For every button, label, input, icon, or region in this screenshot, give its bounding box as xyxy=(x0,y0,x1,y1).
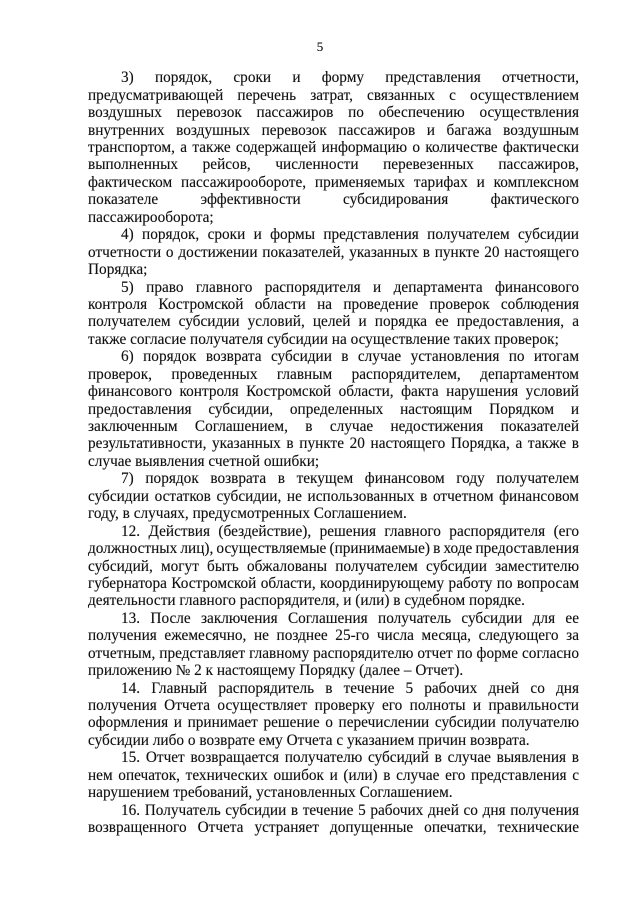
paragraph xyxy=(88,749,579,801)
text-line xyxy=(88,191,579,208)
text-line xyxy=(88,470,579,487)
text-line-content: губернатора Костромской области, координирующему работу по вопросам xyxy=(88,574,579,592)
text-line-content: финансового контроля Костромской области, факта нарушения условий xyxy=(88,383,579,401)
text-line-content: 14. Главный распорядитель в течение 5 рабочих дней со дня xyxy=(121,679,579,697)
text-line xyxy=(88,209,579,226)
document-body xyxy=(88,69,579,836)
text-line xyxy=(88,174,579,191)
text-line xyxy=(88,767,579,784)
paragraph xyxy=(88,69,579,226)
text-line xyxy=(88,348,579,365)
text-line-content: предусматривающей перечень затрат, связанных с осуществлением xyxy=(88,86,579,104)
text-line-content: получения ежемесячно, не позднее 25-го числа месяца, следующего за xyxy=(88,627,579,645)
text-line-content: 13. После заключения Соглашения получатель субсидии для ее xyxy=(121,609,579,627)
text-line-content: субсидий, могут быть обжалованы получателем субсидии заместителю xyxy=(88,557,579,575)
text-line-content: году, в случаях, предусмотренных Соглашением. xyxy=(88,505,407,523)
text-line-content: контроля Костромской области на проведение проверок соблюдения xyxy=(88,295,579,313)
text-line-content: нарушением требований, установленных Соглашением. xyxy=(88,784,453,802)
text-line xyxy=(88,453,579,470)
paragraph xyxy=(88,523,579,610)
text-line-content: внутренних воздушных перевозок пассажиров и багажа воздушным xyxy=(88,121,579,139)
text-line-content: деятельности главного распорядителя, и (или) в судебном порядке. xyxy=(88,592,525,610)
text-line xyxy=(88,331,579,348)
text-line-content: отчетности о достижении показателей, указанных в пункте 20 настоящего xyxy=(88,243,579,261)
paragraph xyxy=(88,680,579,750)
text-line xyxy=(88,732,579,749)
page-number: 5 xyxy=(316,39,324,54)
text-line-content: случае выявления счетной ошибки; xyxy=(88,452,320,470)
paragraph xyxy=(88,610,579,680)
text-line-content: 7) порядок возврата в текущем финансовом году получателем xyxy=(121,470,579,488)
text-line xyxy=(88,662,579,679)
paragraph xyxy=(88,348,579,470)
text-line-content: субсидии либо о возврате ему Отчета с указанием причин возврата. xyxy=(88,731,530,749)
text-line xyxy=(88,627,579,644)
text-line-content: 4) порядок, сроки и формы представления получателем субсидии xyxy=(121,226,579,244)
text-line-content: 5) право главного распорядителя и департамента финансового xyxy=(121,278,579,296)
text-line xyxy=(88,505,579,522)
text-line-content: 3) порядок, сроки и форму представления отчетности, xyxy=(121,69,579,87)
text-line xyxy=(88,244,579,261)
text-line xyxy=(88,784,579,801)
text-line xyxy=(88,645,579,662)
text-line xyxy=(88,819,579,836)
text-line xyxy=(88,558,579,575)
text-line xyxy=(88,366,579,383)
text-line-content: возвращенного Отчета устраняет допущенные опечатки, технические xyxy=(88,819,579,837)
text-line-content: Порядка; xyxy=(88,261,148,279)
text-line-content: нем опечаток, технических ошибок и (или) в случае его представления с xyxy=(88,766,579,784)
text-line xyxy=(88,575,579,592)
text-line-content: проверок, проведенных главным распорядителем, департаментом xyxy=(88,365,579,383)
paragraph xyxy=(88,802,579,837)
text-line xyxy=(88,401,579,418)
text-line xyxy=(88,523,579,540)
text-line-content: фактическом пассажирообороте, применяемых тарифах и комплексном xyxy=(88,173,579,191)
paragraph xyxy=(88,470,579,522)
text-line xyxy=(88,104,579,121)
text-line xyxy=(88,714,579,731)
text-line-content: воздушных перевозок пассажиров по обеспечению осуществления xyxy=(88,104,579,122)
text-line-content: заключенным Соглашением, в случае недостижения показателей xyxy=(88,418,579,436)
text-line xyxy=(88,488,579,505)
text-line-content: также согласие получателя субсидии на осуществление таких проверок; xyxy=(88,330,559,348)
text-line xyxy=(88,313,579,330)
text-line-content: 6) порядок возврата субсидии в случае установления по итогам xyxy=(121,348,579,366)
text-line xyxy=(88,139,579,156)
text-line xyxy=(88,87,579,104)
text-line-content: отчетным, представляет главному распорядителю отчет по форме согласно xyxy=(88,644,579,662)
text-line xyxy=(88,383,579,400)
paragraph xyxy=(88,226,579,278)
text-line-content: получателем субсидии условий, целей и порядка ее предоставления, а xyxy=(88,313,579,331)
text-line-content: 15. Отчет возвращается получателю субсидий в случае выявления в xyxy=(121,749,579,767)
text-line xyxy=(88,156,579,173)
text-line xyxy=(88,122,579,139)
text-line-content: должностных лиц), осуществляемые (принимаемые) в ходе предоставления xyxy=(88,540,579,558)
text-line-content: получения Отчета осуществляет проверку его полноты и правильности xyxy=(88,697,579,715)
text-line xyxy=(88,697,579,714)
text-line xyxy=(88,261,579,278)
text-line-content: 12. Действия (бездействие), решения главного распорядителя (его xyxy=(121,522,579,540)
text-line-content: выполненных рейсов, численности перевезенных пассажиров, xyxy=(88,156,579,174)
text-line xyxy=(88,592,579,609)
text-line-content: результативности, указанных в пункте 20 настоящего Порядка, а также в xyxy=(88,435,579,453)
text-line xyxy=(88,69,579,86)
text-line xyxy=(88,418,579,435)
text-line xyxy=(88,610,579,627)
text-line-content: субсидии остатков субсидии, не использованных в отчетном финансовом xyxy=(88,487,579,505)
text-line-content: пассажирооборота; xyxy=(88,208,214,226)
text-line-content: 16. Получатель субсидии в течение 5 рабочих дней со дня получения xyxy=(121,801,579,819)
text-line xyxy=(88,680,579,697)
text-line-content: показателе эффективности субсидирования фактического xyxy=(88,191,579,209)
text-line xyxy=(88,749,579,766)
text-line xyxy=(88,435,579,452)
text-line xyxy=(88,540,579,557)
text-line xyxy=(88,296,579,313)
text-line-content: транспортом, а также содержащей информацию о количестве фактически xyxy=(88,139,579,157)
paragraph xyxy=(88,279,579,349)
text-line xyxy=(88,226,579,243)
text-line xyxy=(88,802,579,819)
text-line xyxy=(88,279,579,296)
text-line-content: оформления и принимает решение о перечислении субсидии получателю xyxy=(88,714,579,732)
text-line-content: предоставления субсидии, определенных настоящим Порядком и xyxy=(88,400,579,418)
text-line-content: приложению № 2 к настоящему Порядку (далее – Отчет). xyxy=(88,662,464,680)
